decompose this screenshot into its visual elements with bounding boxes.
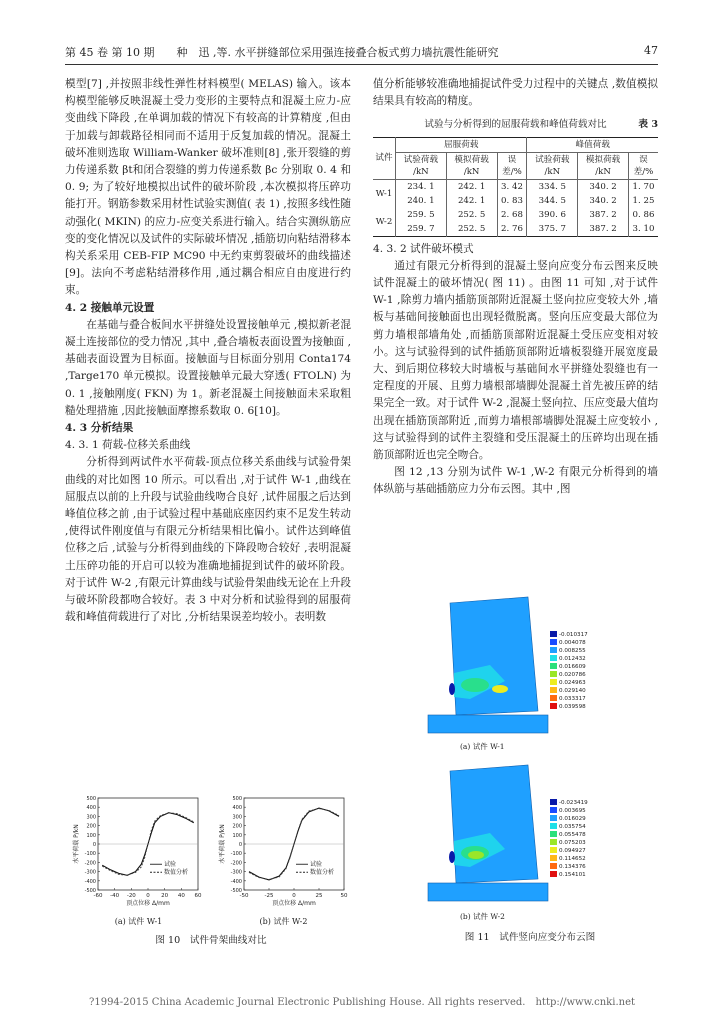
table-cell: 259. 5 <box>396 208 447 222</box>
table-header: 误差/% <box>497 152 527 179</box>
y-tick-label: 400 <box>86 805 96 812</box>
legend-value: 0.008255 <box>559 648 586 654</box>
legend-swatch <box>550 695 557 701</box>
legend-swatch <box>550 799 557 805</box>
table-cell: 242. 1 <box>446 179 497 194</box>
section-heading: 4. 3 分析结果 <box>65 422 134 435</box>
legend-label: 数值分析 <box>164 869 189 877</box>
y-tick-label: -500 <box>230 888 242 894</box>
table-cell: 387. 2 <box>578 208 629 222</box>
right-column <box>373 76 658 499</box>
subsection-heading: 4. 3. 2 试件破坏模式 <box>373 242 474 255</box>
copyright-footer: ?1994-2015 China Academic Journal Electronic Publishing House. All rights reserved. http://www.cnki.net <box>88 997 635 1008</box>
legend-swatch <box>550 663 557 669</box>
y-tick-label: 300 <box>86 814 96 821</box>
x-tick-label: -20 <box>126 893 136 899</box>
strain-zone <box>492 685 508 693</box>
table-cell: 1. 25 <box>632 195 655 206</box>
strain-zone <box>449 851 455 863</box>
legend-swatch <box>550 679 557 685</box>
table-cell: 242. 1 <box>446 194 497 208</box>
legend-value: -0.023419 <box>559 800 588 806</box>
legend-value: 0.012432 <box>559 656 586 662</box>
table-cell: 2. 68 <box>497 208 527 222</box>
figure-11-contours <box>420 593 640 918</box>
table-cell: 3. 10 <box>632 223 655 234</box>
figure-10 <box>66 792 356 952</box>
legend-value: 0.033317 <box>559 696 586 702</box>
legend-label: 试验 <box>164 861 177 869</box>
legend-swatch <box>550 671 557 677</box>
x-axis-label: 顶点位移 Δ/mm <box>272 900 316 907</box>
legend-swatch <box>550 815 557 821</box>
table-cell: 240. 1 <box>396 194 447 208</box>
figure-10a-label: (a) 试件 W-1 <box>114 917 163 926</box>
x-tick-label: 0 <box>146 893 150 899</box>
legend-swatch <box>550 823 557 829</box>
legend-value: 0.154101 <box>559 872 586 878</box>
legend-value: 0.020786 <box>559 672 586 678</box>
legend-swatch <box>550 687 557 693</box>
legend-label: 试验 <box>310 861 323 869</box>
paragraph: 分析得到两试件水平荷载-顶点位移关系曲线与试验骨架曲线的对比如图 10 所示。可以看出 ,对于试件 W-1 ,曲线在屈服点以前的上升段与试验曲线吻合良好 ,试件屈服之后达到峰值位移之前 ,由于试验过程中基础底座因约束不足发生转动 ,使得试件刚度值与有限元分析结果相比偏小。试件达到峰值位移之后 ,试验与分析得到曲线的下降段吻合较好 ,表明混凝土压碎功能的开启可以较为准确地捕捉到试件的破坏阶段。对于试件 W-2 ,有限元计算曲线与试验骨架曲线无论在上升段与破坏阶段都吻合较好。表 3 中对分析和试验得到的屈服荷载和峰值荷载进行了对比 ,分析结果误差均较小。表明数 <box>65 456 351 624</box>
header-journal-title: 第 45 卷 第 10 期 种 迅 ,等. 水平拼缝部位采用强连接叠合板式剪力墙抗震性能研究 <box>65 46 499 59</box>
table-row <box>373 222 658 237</box>
legend-label: 数值分析 <box>310 869 335 877</box>
legend-value: 0.075203 <box>559 840 586 846</box>
legend-swatch <box>550 871 557 877</box>
table-cell: 387. 2 <box>578 222 629 237</box>
figure-10-charts <box>66 792 356 927</box>
table-header: 试验荷载 /kN <box>527 152 578 179</box>
table-cell: 340. 2 <box>578 194 629 208</box>
table-header: 模拟荷载 /kN <box>446 152 497 179</box>
legend-swatch <box>550 703 557 709</box>
paragraph: 通过有限元分析得到的混凝土竖向应变分布云图来反映试件混凝土的破坏情况( 图 11) 。由图 11 可知 ,对于试件 W-1 ,除剪力墙内插筋顶部附近混凝土竖向拉应变较大外 ,墙板与基础间接触面也出现轻微脱离。竖向压应变最大部位为剪力墙根部墙角处 ,而插筋顶部附近混凝土受压应变相对较小。这与试验得到的试件插筋顶部附近墙板裂缝开展宽度最大、到后期位移较大时墙板与基础间水平拼缝处裂缝也有一定程度的开展、且剪力墙根部墙脚处混凝土首先被压碎的结果完全一致。对于试件 W-2 ,混凝土竖向拉、压应变最大值均出现在插筋顶部附近 ,而剪力墙根部墙脚处混凝土应变较小 ,这与试验得到的试件主裂缝和受压混凝土的压碎均出现在插筋顶部附近也完全吻合。 <box>373 259 658 462</box>
paragraph: 在基础与叠合板间水平拼缝处设置接触单元 ,模拟新老混凝土连接部位的受力情况 ,其中 ,叠合墙板表面设置为接触面 ,基础表面设置为目标面。接触面与目标面分别用 Conta174 ,Targe170 单元模拟。设置接触单元最大穿透( FTOLN) 为 0. 1 ,接触刚度( FKN) 为 1。新老混凝土间接触面未采取粗糙处理措施 ,因此接触面摩擦系数取 0. 6[10]。 <box>65 318 351 417</box>
legend-swatch <box>550 831 557 837</box>
table-cell: 2. 76 <box>497 222 527 237</box>
legend-value: 0.016609 <box>559 664 586 670</box>
table-row <box>373 194 658 208</box>
legend-value: 0.024963 <box>559 680 586 686</box>
table-cell: 344. 5 <box>527 194 578 208</box>
table-cell: 0. 86 <box>632 209 655 220</box>
table-row <box>373 208 658 222</box>
table-cell: 375. 7 <box>527 222 578 237</box>
legend-value: 0.114652 <box>559 856 586 862</box>
y-tick-label: 0 <box>238 842 242 848</box>
y-tick-label: -300 <box>84 869 96 876</box>
legend-value: 0.055478 <box>559 832 586 838</box>
table-cell: W-1 <box>373 179 396 208</box>
y-tick-label: 0 <box>92 842 96 848</box>
x-tick-label: 20 <box>161 893 169 899</box>
y-tick-label: -400 <box>230 878 242 885</box>
x-tick-label: -60 <box>93 893 103 899</box>
legend-value: 0.134376 <box>559 864 586 870</box>
legend-swatch <box>550 847 557 853</box>
figure-11a-label: (a) 试件 W-1 <box>460 742 505 751</box>
x-axis-label: 顶点位移 Δ/mm <box>126 900 170 907</box>
figure-11b-label: (b) 试件 W-2 <box>460 912 505 921</box>
table-3-caption: 试验与分析得到的屈服荷载和峰值荷载对比 表 3 <box>424 119 658 131</box>
legend-value: 0.029140 <box>559 688 586 694</box>
legend-value: 0.016029 <box>559 816 586 822</box>
table-header: 屈服荷载 <box>396 137 527 152</box>
y-tick-label: 100 <box>86 832 96 839</box>
table-3 <box>373 137 658 237</box>
x-tick-label: 40 <box>177 893 185 899</box>
y-tick-label: 200 <box>232 823 242 830</box>
table-cell: 234. 1 <box>396 179 447 194</box>
page-number: 47 <box>644 44 658 57</box>
strain-zone <box>461 678 489 692</box>
y-tick-label: 200 <box>86 823 96 830</box>
table-header: 试件 <box>373 137 396 179</box>
y-tick-label: 500 <box>232 796 242 802</box>
y-tick-label: -400 <box>84 878 96 885</box>
y-tick-label: 400 <box>232 805 242 812</box>
paragraph: 值分析能够较准确地捕捉试件受力过程中的关键点 ,数值模拟结果具有较高的精度。 <box>373 78 658 108</box>
legend-swatch <box>550 855 557 861</box>
table-cell: 252. 5 <box>446 208 497 222</box>
paragraph: 模型[7] ,并按照非线性弹性材料模型( MELAS) 输入。该本构模型能够反映混凝土受力变形的主要特点和混凝土应力-应变曲线下降段 ,在单调加载的情况下有较高的计算精度 ,但由于加载与卸载路径相同而不适用于反复加载的情况。混凝土破坏准则选取 William-Wanker 破坏准则[8] ,张开裂缝的剪力传递系数 βt和闭合裂缝的剪力传递系数 βc 分别取 0. 4 和 0. 9; 为了较好地模拟出试件的破坏阶段 ,本次模拟将压碎功能打开。钢筋参数采用材性试验实测值( 表 1) ,按照多线性随动强化( MKIN) 的应力-应变关系进行输入。结合实测纵筋应变的变化情况以及试件的实际破坏情况 ,插筋切向粘结滑移本构关系采用 CEB-FIP MC90 中无约束剪裂破坏的曲线描述[9]。法向不考虑粘结滑移作用 ,通过耦合相应自由度进行约束。 <box>65 78 351 297</box>
y-axis-label: 水平荷载 P/kN <box>73 824 80 864</box>
x-tick-label: -25 <box>264 893 274 899</box>
y-tick-label: -300 <box>230 869 242 876</box>
foundation-base <box>428 883 548 901</box>
table-row <box>373 179 658 194</box>
table-header: 模拟荷载 /kN <box>578 152 629 179</box>
y-tick-label: 500 <box>86 796 96 802</box>
figure-11-caption: 图 11 试件竖向应变分布云图 <box>464 932 596 943</box>
y-tick-label: 100 <box>232 832 242 839</box>
header-rule <box>65 64 658 65</box>
legend-value: -0.010317 <box>559 632 588 638</box>
left-column <box>65 76 351 627</box>
figure-11 <box>420 593 640 943</box>
legend-value: 0.039598 <box>559 704 586 710</box>
legend-value: 0.094927 <box>559 848 586 854</box>
x-tick-label: -40 <box>110 893 120 899</box>
y-tick-label: 300 <box>232 814 242 821</box>
x-tick-label: 0 <box>292 893 296 899</box>
subsection-heading: 4. 3. 1 荷载-位移关系曲线 <box>65 439 191 452</box>
y-tick-label: -200 <box>230 860 242 867</box>
y-tick-label: -500 <box>84 888 96 894</box>
x-tick-label: -50 <box>239 893 249 899</box>
figure-10-caption: 图 10 试件骨架曲线对比 <box>155 935 267 946</box>
y-axis-label: 水平荷载 P/kN <box>219 824 226 864</box>
y-tick-label: -100 <box>230 851 242 858</box>
strain-zone <box>468 851 484 859</box>
legend-value: 0.035754 <box>559 824 586 830</box>
foundation-base <box>428 715 548 733</box>
x-tick-label: 50 <box>340 893 348 899</box>
paragraph: 图 12 ,13 分别为试件 W-1 ,W-2 有限元分析得到的墙体纵筋与基础插筋应力分布云图。其中 ,图 <box>373 466 658 496</box>
table-header: 峰值荷载 <box>527 137 658 152</box>
table-cell: 334. 5 <box>527 179 578 194</box>
legend-swatch <box>550 863 557 869</box>
legend-value: 0.004078 <box>559 640 586 646</box>
table-header: 试验荷载 /kN <box>396 152 447 179</box>
legend-swatch <box>550 655 557 661</box>
x-tick-label: 25 <box>315 893 323 899</box>
figure-10b-label: (b) 试件 W-2 <box>259 917 308 926</box>
table-cell: 0. 83 <box>497 194 527 208</box>
table-cell: 390. 6 <box>527 208 578 222</box>
legend-swatch <box>550 631 557 637</box>
legend-swatch <box>550 807 557 813</box>
table-cell: 340. 2 <box>578 179 629 194</box>
x-tick-label: 60 <box>194 893 202 899</box>
table-cell: 1. 70 <box>632 181 655 192</box>
table-header: 误差/% <box>633 154 654 177</box>
table-cell: 3. 42 <box>497 179 527 194</box>
y-tick-label: -200 <box>84 860 96 867</box>
table-cell: 252. 5 <box>446 222 497 237</box>
legend-swatch <box>550 839 557 845</box>
table-cell: W-2 <box>373 208 396 237</box>
legend-swatch <box>550 647 557 653</box>
strain-zone <box>449 683 455 695</box>
table-cell: 259. 7 <box>396 222 447 237</box>
section-heading: 4. 2 接触单元设置 <box>65 301 155 314</box>
legend-value: 0.003695 <box>559 808 586 814</box>
legend-swatch <box>550 639 557 645</box>
y-tick-label: -100 <box>84 851 96 858</box>
